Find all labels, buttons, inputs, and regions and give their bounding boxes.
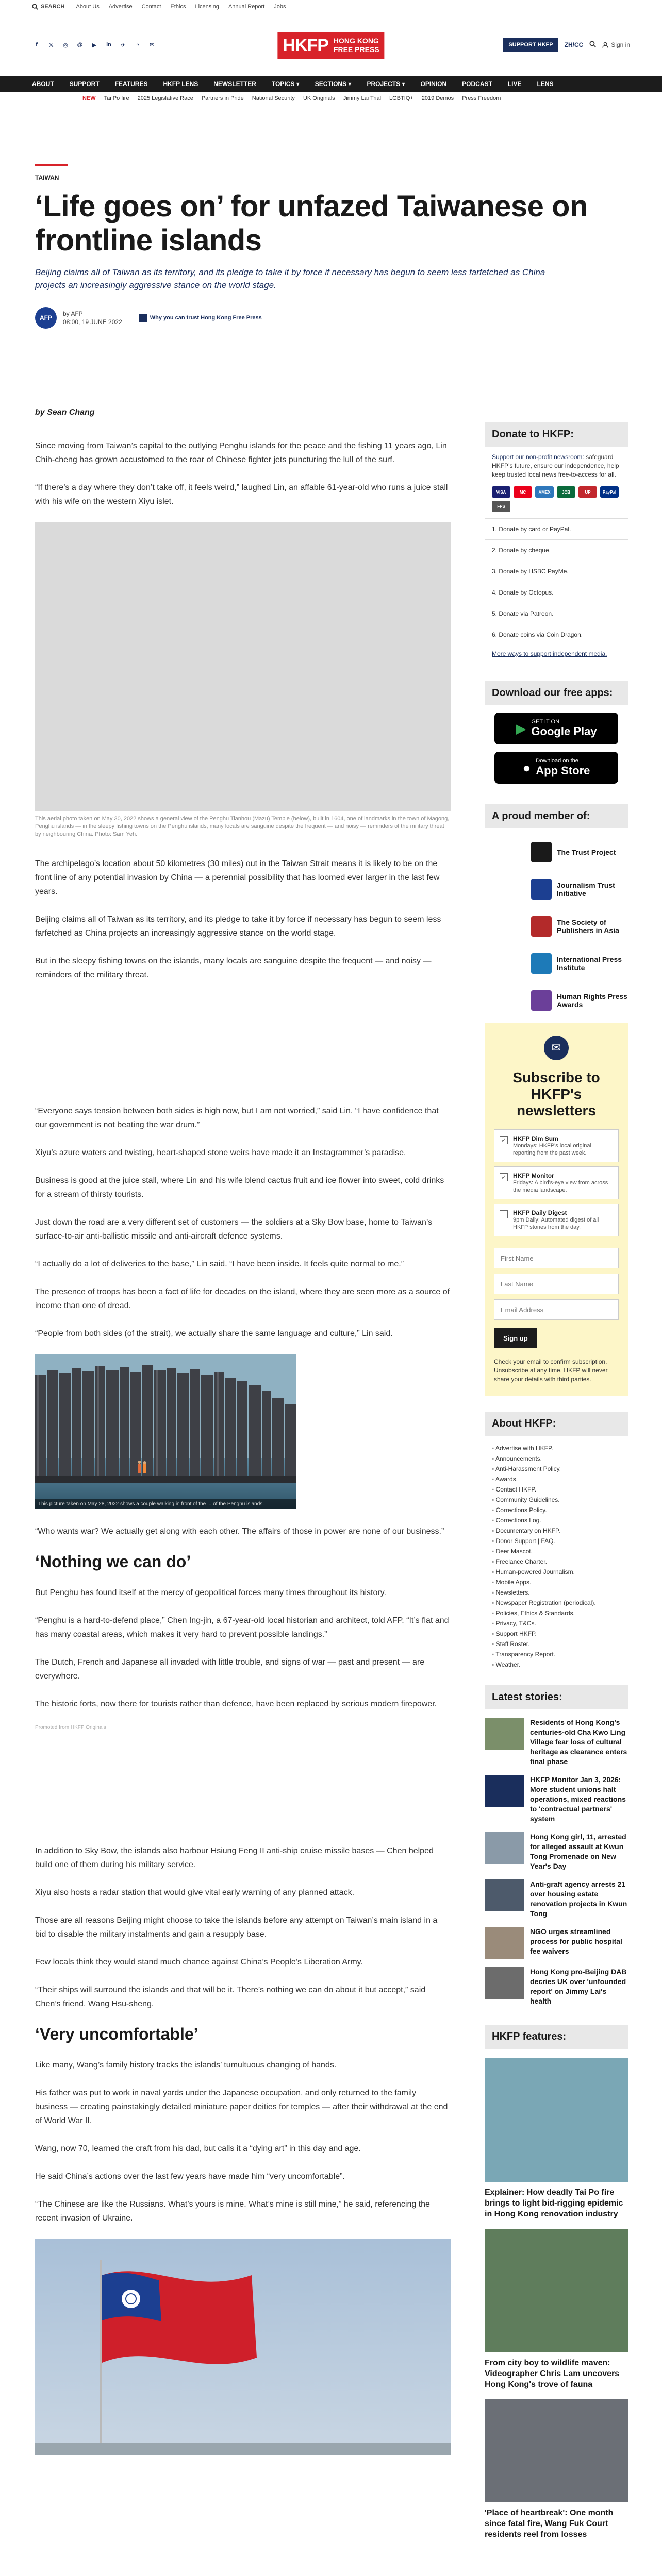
app-store-button[interactable] [494, 752, 618, 784]
donate-option[interactable]: 5. Donate via Patreon. [485, 603, 628, 624]
newsletter-name: HKFP Monitor [513, 1172, 554, 1179]
trending-item[interactable]: UK Originals [303, 95, 335, 101]
story-headline: HKFP Monitor Jan 3, 2026: More student unions halt operations, mixed reactions to 'contractual partners' system [530, 1775, 626, 1823]
source-avatar: AFP [35, 307, 57, 329]
trending-item[interactable]: Partners in Pride [201, 95, 244, 101]
paragraph: Xiyu’s azure waters and twisting, heart-shaped stone weirs have made it an Instagrammer’s paradise. [35, 1148, 406, 1157]
byline-row [35, 307, 628, 329]
donate-option[interactable]: 6. Donate coins via Coin Dragon. [485, 624, 628, 645]
story-headline: NGO urges streamlined process for public hospital fee waivers [530, 1927, 622, 1955]
facebook-icon[interactable]: f [36, 42, 38, 48]
checkbox[interactable]: ✓ [500, 1136, 508, 1144]
feature-headline[interactable]: Explainer: How deadly Tai Po fire brings to light bid-rigging epidemic in Hong Kong renovation industry [485, 2188, 623, 2218]
google-play-big: Google Play [531, 725, 597, 738]
util-link-licensing[interactable]: Licensing [195, 3, 219, 10]
member-name: The Trust Project [557, 848, 616, 856]
about-link[interactable]: ▪ Human-powered Journalism. [492, 1567, 621, 1577]
instagram-icon[interactable]: ◎ [63, 42, 68, 48]
search-toggle[interactable] [32, 4, 64, 10]
paragraph: “Their ships will surround the islands and that will be it. There’s nothing we can do about it but accept,” said Chen’s friend, Wang Hsu-sheng. [35, 1986, 426, 2008]
about-link[interactable]: ▪ Donor Support | FAQ. [492, 1536, 621, 1546]
telegram-icon[interactable]: ✈ [121, 42, 126, 48]
article-header [35, 164, 628, 337]
nav-item-projects[interactable]: PROJECTS ▾ [367, 80, 405, 88]
nav-item-support[interactable]: SUPPORT [69, 80, 100, 88]
paragraph: But Penghu has found itself at the mercy of geopolitical forces many times throughout its history. [35, 1588, 386, 1597]
youtube-icon[interactable]: ▶ [92, 42, 97, 48]
site-logo[interactable] [277, 32, 384, 59]
util-link-ethics[interactable]: Ethics [170, 3, 186, 10]
util-link-about[interactable]: About Us [76, 3, 100, 10]
photo-caption: This aerial photo taken on May 30, 2022 shows a general view of the Penghu Tianhou (Mazu) Temple (below), built in 1604, one of landmarks in the town of Magong, Penghu islands — in the sleepy fishing towns on the Penghu islands, many locals are sanguine despite the frequent — and noisy — reminders of the military threat by neighbouring China. Photo: Sam Yeh. [35, 816, 450, 837]
nav-item-lens[interactable]: LENS [537, 80, 554, 88]
latest-title: Latest stories: [485, 1685, 628, 1709]
paragraph: The historic forts, now there for tourists rather than defence, have been replaced by serious modern firepower. [35, 1700, 437, 1708]
nav-item-hkfp-lens[interactable]: HKFP LENS [163, 80, 198, 88]
newsletter-name: HKFP Dim Sum [513, 1135, 558, 1142]
social-links [32, 40, 157, 49]
story-headline: Residents of Hong Kong's centuries-old Cha Kwo Ling Village fear loss of cultural heritage as clearance enters final phase [530, 1718, 627, 1766]
newsletter-option-dim-sum[interactable] [494, 1129, 619, 1162]
member-sopa[interactable] [485, 908, 628, 945]
donate-option[interactable]: 2. Donate by cheque. [485, 539, 628, 561]
about-list [485, 1436, 628, 1670]
logo-name [334, 32, 385, 59]
trust-icon [139, 314, 147, 322]
header-actions [503, 38, 630, 52]
about-link[interactable]: ▪ Staff Roster. [492, 1639, 621, 1649]
nav-item-features[interactable]: FEATURES [114, 80, 148, 88]
story-thumbnail [485, 1832, 524, 1864]
about-link[interactable]: ▪ Support HKFP. [492, 1629, 621, 1639]
about-link[interactable]: ▪ Mobile Apps. [492, 1577, 621, 1587]
about-link[interactable]: ▪ Policies, Ethics & Standards. [492, 1608, 621, 1618]
sopa-logo [531, 916, 552, 937]
email-field[interactable]: Email Address [494, 1299, 619, 1320]
photo-penghu-temple [35, 522, 451, 811]
util-link-jobs[interactable]: Jobs [274, 3, 286, 10]
story-thumbnail [485, 1879, 524, 1911]
apps-title: Download our free apps: [485, 681, 628, 705]
paragraph: “People from both sides (of the strait), we actually share the same language and culture,” Lin said. [35, 1329, 393, 1338]
story-headline: Anti-graft agency arrests 21 over housing estate renovation projects in Kwun Tong [530, 1880, 627, 1918]
app-store-small: Download on the [536, 758, 578, 764]
story-thumbnail [485, 1927, 524, 1959]
paragraph: The presence of troops has been a fact of life for decades on the island, where they are seen more as a source of income than one of dread. [35, 1287, 450, 1310]
about-link[interactable]: ▪ Newsletters. [492, 1587, 621, 1598]
feature-image[interactable] [485, 2058, 628, 2182]
member-name: Journalism Trust Initiative [557, 881, 615, 897]
hrpa-logo [531, 990, 552, 1011]
linkedin-icon[interactable]: in [106, 42, 111, 48]
paragraph: Xiyu also hosts a radar station that would give vital early warning of any planned attack. [35, 1888, 355, 1897]
nav-item-newsletter[interactable]: NEWSLETTER [213, 80, 256, 88]
member-ipi[interactable] [485, 945, 628, 982]
jcb-icon: JCB [557, 486, 575, 498]
last-name-field[interactable]: Last Name [494, 1274, 619, 1294]
latest-story[interactable] [485, 1871, 628, 1919]
article-category[interactable]: TAIWAN [35, 174, 59, 181]
byline-meta [63, 310, 122, 326]
about-link[interactable]: ▪ Advertise with HKFP. [492, 1443, 621, 1453]
support-hkfp-button[interactable]: SUPPORT HKFP [503, 38, 558, 52]
newsletter-box [485, 1023, 628, 1396]
nav-item-about[interactable]: ABOUT [32, 80, 54, 88]
embedded-promo-slot [35, 1751, 451, 1844]
logo-mark: HKFP [277, 32, 334, 59]
language-toggle[interactable]: ZH/CC [564, 41, 584, 48]
newsletter-note: Check your email to confirm subscription. Unsubscribe at any time. HKFP will never share your details with third parties. [494, 1358, 608, 1383]
app-store-big: App Store [536, 764, 590, 777]
paragraph: “I actually do a lot of deliveries to the base,” Lin said. “I have been inside. It feels quite normal to me.” [35, 1260, 404, 1268]
section-heading: ‘Very uncomfortable’ [35, 2025, 198, 2043]
signup-button[interactable]: Sign up [494, 1328, 537, 1348]
paragraph: But in the sleepy fishing towns on the islands, many locals are sanguine despite the frequent — and noisy — reminders of the military threat. [35, 957, 432, 979]
trending-label: NEW [82, 95, 96, 101]
email-icon[interactable]: ✉ [150, 42, 155, 48]
trending-item[interactable]: LGBTIQ+ [389, 95, 413, 101]
mastercard-icon: MC [514, 486, 532, 498]
unionpay-icon: UP [578, 486, 597, 498]
trending-item[interactable]: 2019 Demos [421, 95, 454, 101]
paragraph: “If there’s a day where they don’t take off, it feels weird,” laughed Lin, an affable 61-year-old who runs a juice stall with his wife on the western Xiyu islet. [35, 483, 448, 506]
latest-story[interactable] [485, 1767, 628, 1824]
story-headline: Hong Kong pro-Beijing DAB decries UK over 'unfounded report' on Jimmy Lai's health [530, 1968, 627, 2005]
paragraph: The Dutch, French and Japanese all invaded with little trouble, and signs of war — past and present — are everywhere. [35, 1658, 425, 1681]
member-jti[interactable] [485, 871, 628, 908]
photo-basalt-columns [35, 1354, 296, 1509]
fps-icon: FPS [492, 501, 510, 512]
trust-project-logo [531, 842, 552, 862]
latest-story[interactable] [485, 1709, 628, 1767]
user-icon [602, 42, 608, 48]
about-link[interactable]: ▪ Announcements. [492, 1453, 621, 1464]
latest-story[interactable] [485, 1824, 628, 1871]
newsletter-option-digest[interactable] [494, 1204, 619, 1236]
article-body [35, 408, 451, 2455]
donate-title: Donate to HKFP: [485, 422, 628, 447]
ad-slot [35, 996, 451, 1104]
paragraph: He said China’s actions over the last few years have made him “very uncomfortable”. [35, 2172, 345, 2181]
donate-support-link[interactable]: Support our non-profit newsroom: [492, 453, 584, 461]
search-icon[interactable] [589, 41, 596, 49]
story-thumbnail [485, 1775, 524, 1807]
paragraph: Like many, Wang’s family history tracks the islands’ tumultuous changing of hands. [35, 2061, 337, 2070]
amex-icon: AMEX [535, 486, 554, 498]
spacer [494, 1241, 619, 1248]
member-trust-project[interactable] [485, 834, 628, 871]
about-link[interactable]: ▪ Documentary on HKFP. [492, 1526, 621, 1536]
why-trust-link[interactable] [139, 314, 262, 322]
trending-item[interactable]: National Security [252, 95, 295, 101]
about-link[interactable]: ▪ Awards. [492, 1474, 621, 1484]
latest-story[interactable] [485, 1919, 628, 1959]
google-play-icon: ▶ [516, 720, 526, 736]
promoted-label: Promoted from HKFP Originals [35, 1725, 106, 1731]
why-trust-label: Why you can trust Hong Kong Free Press [150, 315, 262, 321]
nav-item-sections[interactable]: SECTIONS ▾ [315, 80, 352, 88]
article-title: ‘Life goes on’ for unfazed Taiwanese on frontline islands [35, 190, 588, 257]
newsletter-option-monitor[interactable] [494, 1166, 619, 1199]
logo-line-2: FREE PRESS [333, 45, 379, 54]
nav-item-live[interactable]: LIVE [507, 80, 522, 88]
about-title: About HKFP: [485, 1412, 628, 1436]
google-play-text [531, 719, 597, 738]
newsletter-desc: Mondays: HKFP's local original reporting from the past week. [513, 1143, 591, 1156]
ipi-logo [531, 953, 552, 974]
about-link[interactable]: ▪ Deer Mascot. [492, 1546, 621, 1556]
about-link[interactable]: ▪ Contact HKFP. [492, 1484, 621, 1495]
latest-story[interactable] [485, 1959, 628, 2006]
story-thumbnail [485, 1718, 524, 1750]
photo-taiwan-flag [35, 2239, 451, 2455]
article-author: by Sean Chang [35, 408, 95, 417]
section-heading: ‘Nothing we can do’ [35, 1552, 191, 1571]
feature-image[interactable] [485, 2229, 628, 2352]
sign-in-link[interactable] [602, 41, 630, 48]
paragraph: Just down the road are a very different set of customers — the soldiers at a Sky Bow base, home to Taiwan’s surface-to-air anti-ballistic missile and anti-aircraft defence systems. [35, 1218, 433, 1241]
photo-caption-overlay: This picture taken on May 28, 2022 shows a couple walking in front of the ... of the Penghu islands. [35, 1499, 296, 1509]
donate-option[interactable]: 3. Donate by HSBC PayMe. [485, 561, 628, 582]
trending-item[interactable]: 2025 Legislative Race [137, 95, 193, 101]
google-play-small: GET IT ON [531, 719, 560, 725]
publish-date: 08:00, 19 JUNE 2022 [63, 318, 122, 326]
category-bar [35, 164, 68, 166]
checkbox[interactable]: ✓ [500, 1173, 508, 1181]
about-link[interactable]: ▪ Community Guidelines. [492, 1495, 621, 1505]
story-headline: Hong Kong girl, 11, arrested for alleged assault at Kwun Tong Promenade on New Year's Day [530, 1833, 626, 1870]
newsletter-title: Subscribe to HKFP's newsletters [512, 1070, 600, 1118]
about-link[interactable]: ▪ Corrections Log. [492, 1515, 621, 1526]
trending-bar [0, 92, 662, 105]
donate-more-link[interactable]: More ways to support independent media. [492, 650, 607, 657]
apple-icon: ● [522, 759, 531, 775]
member-name: International Press Institute [557, 955, 622, 972]
paragraph: “Who wants war? We actually get along with each other. The affairs of those in power are none of our business.” [35, 1527, 444, 1536]
member-name: The Society of Publishers in Asia [557, 918, 619, 935]
about-link[interactable]: ▪ Transparency Report. [492, 1649, 621, 1659]
member-hrpa[interactable] [485, 982, 628, 1019]
nav-item-opinion[interactable]: OPINION [420, 80, 447, 88]
trending-item[interactable]: Press Freedom [462, 95, 501, 101]
about-link[interactable]: ▪ Privacy, T&Cs. [492, 1618, 621, 1629]
search-label: SEARCH [41, 3, 65, 10]
member-title: A proud member of: [485, 804, 628, 828]
paragraph: “Everyone says tension between both sides is high now, but I am not worried,” said Lin. “I have confidence that our government is not beating the war drum.” [35, 1107, 439, 1129]
nav-item-podcast[interactable]: PODCAST [462, 80, 492, 88]
feature-headline[interactable]: 'Place of heartbreak': One month since fatal fire, Wang Fuk Court residents reel from losses [485, 2509, 614, 2539]
trending-item[interactable]: Tai Po fire [104, 95, 129, 101]
about-link[interactable]: ▪ Weather. [492, 1659, 621, 1670]
story-thumbnail [485, 1967, 524, 1999]
util-link-annual-report[interactable]: Annual Report [228, 3, 265, 10]
paragraph: “Penghu is a hard-to-defend place,” Chen Ing-jin, a 67-year-old local historian and architect, told AFP. “It’s flat and has many coastal areas, which makes it very hard to prevent possible landings.” [35, 1616, 449, 1639]
paragraph: In addition to Sky Bow, the islands also harbour Hsiung Feng II anti-ship cruise missile bases — Chen helped build one of them during his military service. [35, 1846, 434, 1869]
newsletter-desc: Fridays: A bird's-eye view from across the media landscape. [513, 1180, 608, 1193]
about-link[interactable]: ▪ Corrections Policy. [492, 1505, 621, 1515]
about-link[interactable]: ▪ Anti-Harassment Policy. [492, 1464, 621, 1474]
feature-headline[interactable]: From city boy to wildlife maven: Videographer Chris Lam uncovers Hong Kong's trove of fauna [485, 2359, 620, 2389]
rss-icon[interactable]: ◔ [136, 42, 140, 48]
paragraph: Business is good at the juice stall, where Lin and his wife blend cactus fruit and ice flower into sweet, cold drinks for a stream of thirsty tourists. [35, 1176, 444, 1199]
paragraph: Few locals think they would stand much chance against China’s People’s Liberation Army. [35, 1958, 363, 1967]
checkbox[interactable] [500, 1210, 508, 1218]
twitter-x-icon[interactable]: 𝕏 [48, 42, 54, 48]
paypal-icon: PayPal [600, 486, 619, 498]
sidebar [485, 422, 628, 2540]
first-name-field[interactable]: First Name [494, 1248, 619, 1268]
search-icon [32, 4, 38, 10]
site-header [0, 13, 662, 76]
visa-icon: VISA [492, 486, 510, 498]
paragraph: Those are all reasons Beijing might choose to take the islands before any attempt on Taiwan’s main island in a bid to disable the military instalments and gain a resupply base. [35, 1916, 438, 1939]
paragraph: The archipelago’s location about 50 kilometres (30 miles) out in the Taiwan Strait means it is likely to be on the front line of any potential invasion by China — a perennial possibility that has loomed ever larger in the last few years. [35, 859, 440, 896]
payment-cards [485, 483, 628, 518]
byline-source[interactable]: by AFP [63, 310, 83, 317]
logo-line-1: HONG KONG [333, 37, 379, 45]
donate-body: safeguard HKFP’s future, ensure our independence, help keep trusted local news free-to-access for all. [492, 453, 619, 478]
nav-item-topics[interactable]: TOPICS ▾ [271, 80, 300, 88]
main-nav [0, 76, 662, 92]
util-link-advertise[interactable]: Advertise [108, 3, 133, 10]
sign-in-label: Sign in [611, 41, 630, 48]
threads-icon[interactable]: @ [77, 42, 83, 48]
donate-option[interactable]: 1. Donate by card or PayPal. [485, 518, 628, 539]
paragraph: Wang, now 70, learned the craft from his dad, but calls it a “dying art” in this day and age. [35, 2144, 361, 2153]
about-link[interactable]: ▪ Freelance Charter. [492, 1556, 621, 1567]
utility-bar [0, 0, 662, 13]
newsletter-name: HKFP Daily Digest [513, 1209, 567, 1216]
util-link-contact[interactable]: Contact [141, 3, 161, 10]
trending-item[interactable]: Jimmy Lai Trial [343, 95, 382, 101]
newsletter-icon: ✉ [544, 1036, 569, 1060]
paragraph: Beijing claims all of Taiwan as its territory, and its pledge to take it by force if necessary has begun to seem less farfetched as China projects an increasingly aggressive stance on the world stage. [35, 915, 441, 938]
member-name: Human Rights Press Awards [557, 992, 627, 1009]
article-dek: Beijing claims all of Taiwan as its territory, and its pledge to take it by force if necessary has begun to seem less farfetched as China projects an increasingly aggressive stance on the world stage. [35, 267, 545, 290]
paragraph: Since moving from Taiwan’s capital to the outlying Penghu islands for the peace and the fishing 11 years ago, Lin Chih-cheng has grown accustomed to the roar of Chinese fighter jets puncturing the lull of the surf. [35, 442, 447, 464]
utility-links [76, 4, 286, 10]
feature-image[interactable] [485, 2399, 628, 2502]
spacer [35, 1509, 451, 1524]
paragraph: His father was put to work in naval yards under the Japanese occupation, and only returned to the family business — creating painstakingly detailed miniature paper deities for temples — after their withdrawal at the end of World War II. [35, 2089, 448, 2125]
paragraph: “The Chinese are like the Russians. What’s yours is mine. What’s mine is still mine,” he said, referencing the recent invasion of Ukraine. [35, 2200, 430, 2223]
jti-logo [531, 879, 552, 900]
app-store-text [536, 758, 590, 777]
donate-text [485, 447, 628, 483]
about-link[interactable]: ▪ Newspaper Registration (periodical). [492, 1598, 621, 1608]
newsletter-desc: 9pm Daily: Automated digest of all HKFP stories from the day. [513, 1217, 599, 1230]
google-play-button[interactable] [494, 713, 618, 744]
donate-option[interactable]: 4. Donate by Octopus. [485, 582, 628, 603]
features-title: HKFP features: [485, 2025, 628, 2049]
